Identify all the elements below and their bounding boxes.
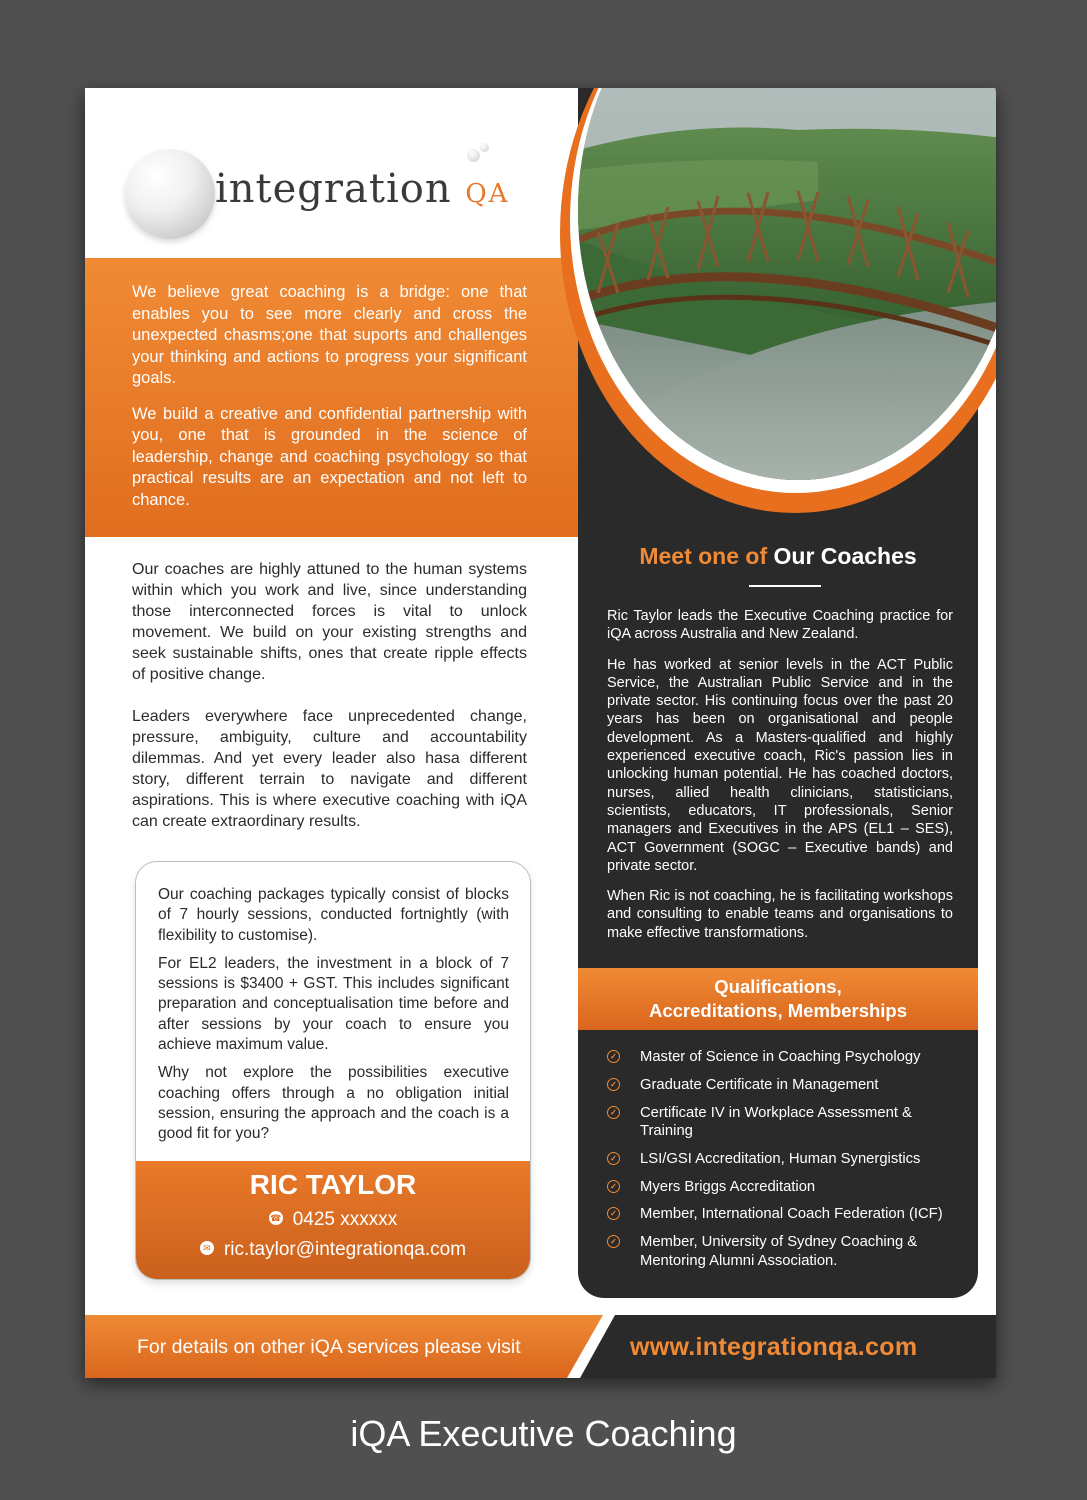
qualification-item <box>607 1076 967 1095</box>
contact-name: RIC TAYLOR <box>249 1169 417 1200</box>
contact-phone-row <box>136 1209 530 1231</box>
qualification-text: Myers Briggs Accreditation <box>640 1178 816 1195</box>
check-circle-icon: ✓ <box>607 1078 620 1091</box>
footer-bar <box>85 1315 996 1378</box>
qualification-text: Member, International Coach Federation (ICF) <box>640 1206 943 1223</box>
logo-wordmark <box>215 166 509 212</box>
check-circle-icon: ✓ <box>607 1235 620 1248</box>
intro-paragraph: We build a creative and confidential partnership with you, one that is grounded in the science of leadership, change and coaching psychology so that practical results are an expectation and not left to chance. <box>132 404 527 509</box>
qualification-text: Graduate Certificate in Management <box>640 1076 879 1093</box>
flyer-caption: iQA Executive Coaching <box>350 1413 737 1454</box>
meet-title-accent: Meet one of <box>639 543 768 569</box>
packages-paragraph: Why not explore the possibilities executive coaching offers through a no obligation initial session, ensuring the approach and the coach is a good fit for you? <box>158 1064 509 1143</box>
qualifications-heading-line2: Accreditations, Memberships <box>648 1000 908 1021</box>
packages-paragraph: For EL2 leaders, the investment in a block of 7 sessions is $3400 + GST. This includes significant preparation and conceptualisation time before and after sessions by your coach to ensure you achieve maximum value. <box>158 954 509 1054</box>
contact-phone[interactable]: 0425 xxxxxx <box>292 1209 398 1230</box>
qualification-item <box>607 1178 967 1197</box>
packages-paragraph: Our coaching packages typically consist of blocks of 7 hourly sessions, conducted fortnightly (with flexibility to customise). <box>158 886 509 944</box>
coach-column <box>578 88 996 1300</box>
qualification-text: Member, University of Sydney Coaching & Mentoring Alumni Association. <box>640 1234 918 1269</box>
logo-word: integration <box>215 166 452 212</box>
qualification-item <box>607 1205 967 1224</box>
bridge-photo <box>578 88 996 480</box>
check-circle-icon: ✓ <box>607 1207 620 1220</box>
intro-panel <box>85 258 578 537</box>
body-paragraph: Our coaches are highly attuned to the human systems within which you work and live, since understanding those interconnected forces is vital to unlock movement. We build on your existing strengths and seek sustainable shifts, ones that create ripple effects of positive change. <box>132 561 527 683</box>
coach-bio <box>607 607 953 954</box>
bio-paragraph: When Ric is not coaching, he is facilitating workshops and consulting to enable teams and organisations to make effective transformations. <box>607 888 953 941</box>
qualifications-heading <box>578 968 978 1030</box>
qualification-text: Master of Science in Coaching Psychology <box>640 1049 921 1065</box>
contact-panel <box>136 1161 530 1279</box>
check-circle-icon: ✓ <box>607 1180 620 1193</box>
bio-paragraph: He has worked at senior levels in the ACT Public Service, the Australian Public Service and in the private sector. His continuing focus over the past 20 years has been on organisational and people development. As a Masters-qualified and highly experienced executive coach, Ric's passion lies in unlocking human potential. He has coached doctors, nurses, allied health clinicians, statisticians, scientists, educators, IT professionals, Senior managers and Executives in the APS (EL1 – SES), ACT Government (SOGC – Executive bands) and private sector. <box>607 656 953 874</box>
logo-sphere-icon <box>125 149 215 239</box>
qualifications-list <box>607 1048 967 1280</box>
qualifications-heading-line1: Qualifications, <box>714 976 842 997</box>
email-icon: ✉ <box>200 1241 214 1255</box>
integration-qa-logo <box>125 143 525 253</box>
logo-qa: QA <box>465 179 510 209</box>
contact-email[interactable]: ric.taylor@integrationqa.com <box>223 1239 467 1260</box>
packages-box <box>135 861 531 1280</box>
qualification-text: Certificate IV in Workplace Assessment & Training <box>640 1104 912 1140</box>
check-circle-icon: ✓ <box>607 1050 620 1063</box>
meet-title-main: Our Coaches <box>773 543 917 569</box>
check-circle-icon: ✓ <box>607 1152 620 1165</box>
qualification-text: LSI/GSI Accreditation, Human Synergistics <box>640 1150 921 1167</box>
qualification-item <box>607 1048 967 1067</box>
bridge-image <box>578 88 996 480</box>
contact-email-row <box>136 1239 530 1261</box>
website-link[interactable]: www.integrationqa.com <box>630 1333 918 1361</box>
meet-coaches-title <box>578 543 978 570</box>
bio-paragraph: Ric Taylor leads the Executive Coaching practice for iQA across Australia and New Zealand. <box>607 608 953 643</box>
body-paragraph: Leaders everywhere face unprecedented change, pressure, ambiguity, culture and accountability dilemmas. And yet every leader also hasa different story, different terrain to navigate and different aspirations. This is where executive coaching with iQA can create extraordinary results. <box>132 708 527 830</box>
intro-paragraph: We believe great coaching is a bridge: one that enables you to see more clearly and cross the unexpected chasms;one that suports and challenges your thinking and actions to progress your significant goals. <box>132 283 527 387</box>
phone-icon: ☎ <box>270 1212 282 1223</box>
coach-card <box>578 88 978 1298</box>
title-divider <box>749 585 821 587</box>
qualification-item <box>607 1104 967 1141</box>
footer-text: For details on other iQA services please visit <box>137 1336 521 1358</box>
logo-bubble-icon <box>467 149 480 162</box>
qualification-item <box>607 1233 967 1270</box>
body-text <box>132 559 527 853</box>
flyer-page <box>85 88 996 1378</box>
logo-bubble-small-icon <box>480 143 489 152</box>
qualification-item <box>607 1150 967 1169</box>
check-circle-icon: ✓ <box>607 1106 620 1119</box>
